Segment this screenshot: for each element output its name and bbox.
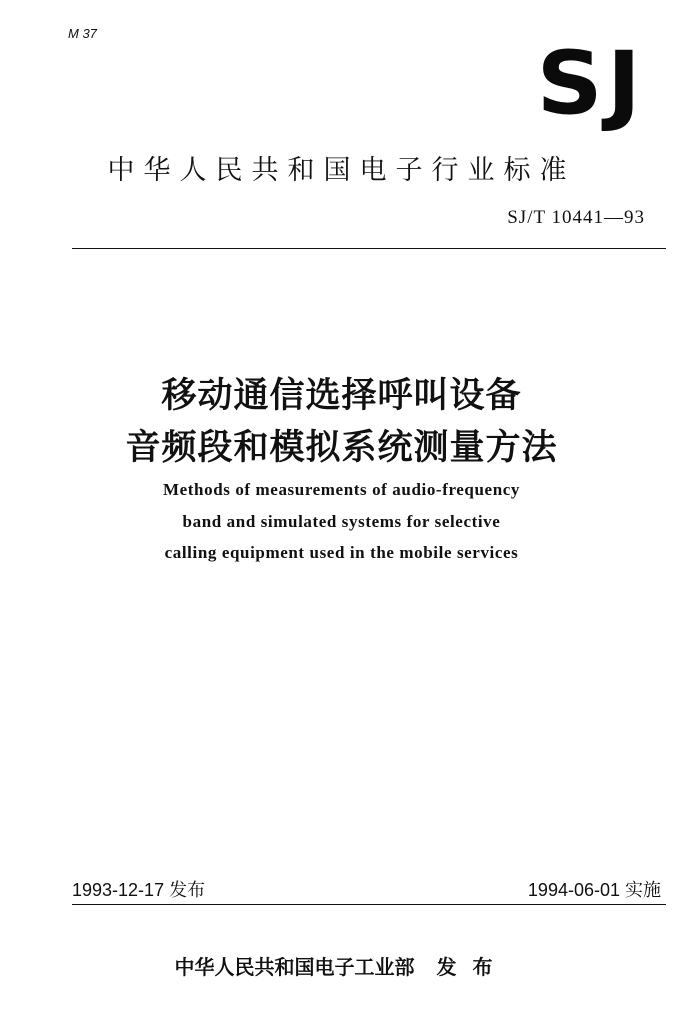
issue-date: 1993-12-17 发布: [72, 880, 206, 900]
bottom-divider: [72, 904, 666, 905]
sj-logo: SJ: [536, 32, 645, 135]
english-title-line-2: band and simulated systems for selective: [182, 512, 501, 531]
top-divider: [72, 248, 666, 249]
issuer-action: 发布: [436, 955, 509, 979]
english-title-line-1: Methods of measurements of audio-frequency: [163, 480, 520, 499]
standard-number: SJ/T 10441—93: [507, 207, 645, 228]
issuer-line: [0, 951, 683, 980]
english-title-line-3: calling equipment used in the mobile services: [164, 543, 519, 562]
implementation-date: 1994-06-01 实施: [527, 880, 661, 900]
chinese-title-line-1: 移动通信选择呼叫设备: [161, 376, 522, 416]
issuer-name: 中华人民共和国电子工业部: [174, 955, 415, 979]
chinese-title-line-2: 音频段和模拟系统测量方法: [125, 428, 558, 468]
classification-code: M 37: [68, 26, 97, 41]
organization-title: 中华人民共和国电子行业标准: [107, 155, 576, 186]
